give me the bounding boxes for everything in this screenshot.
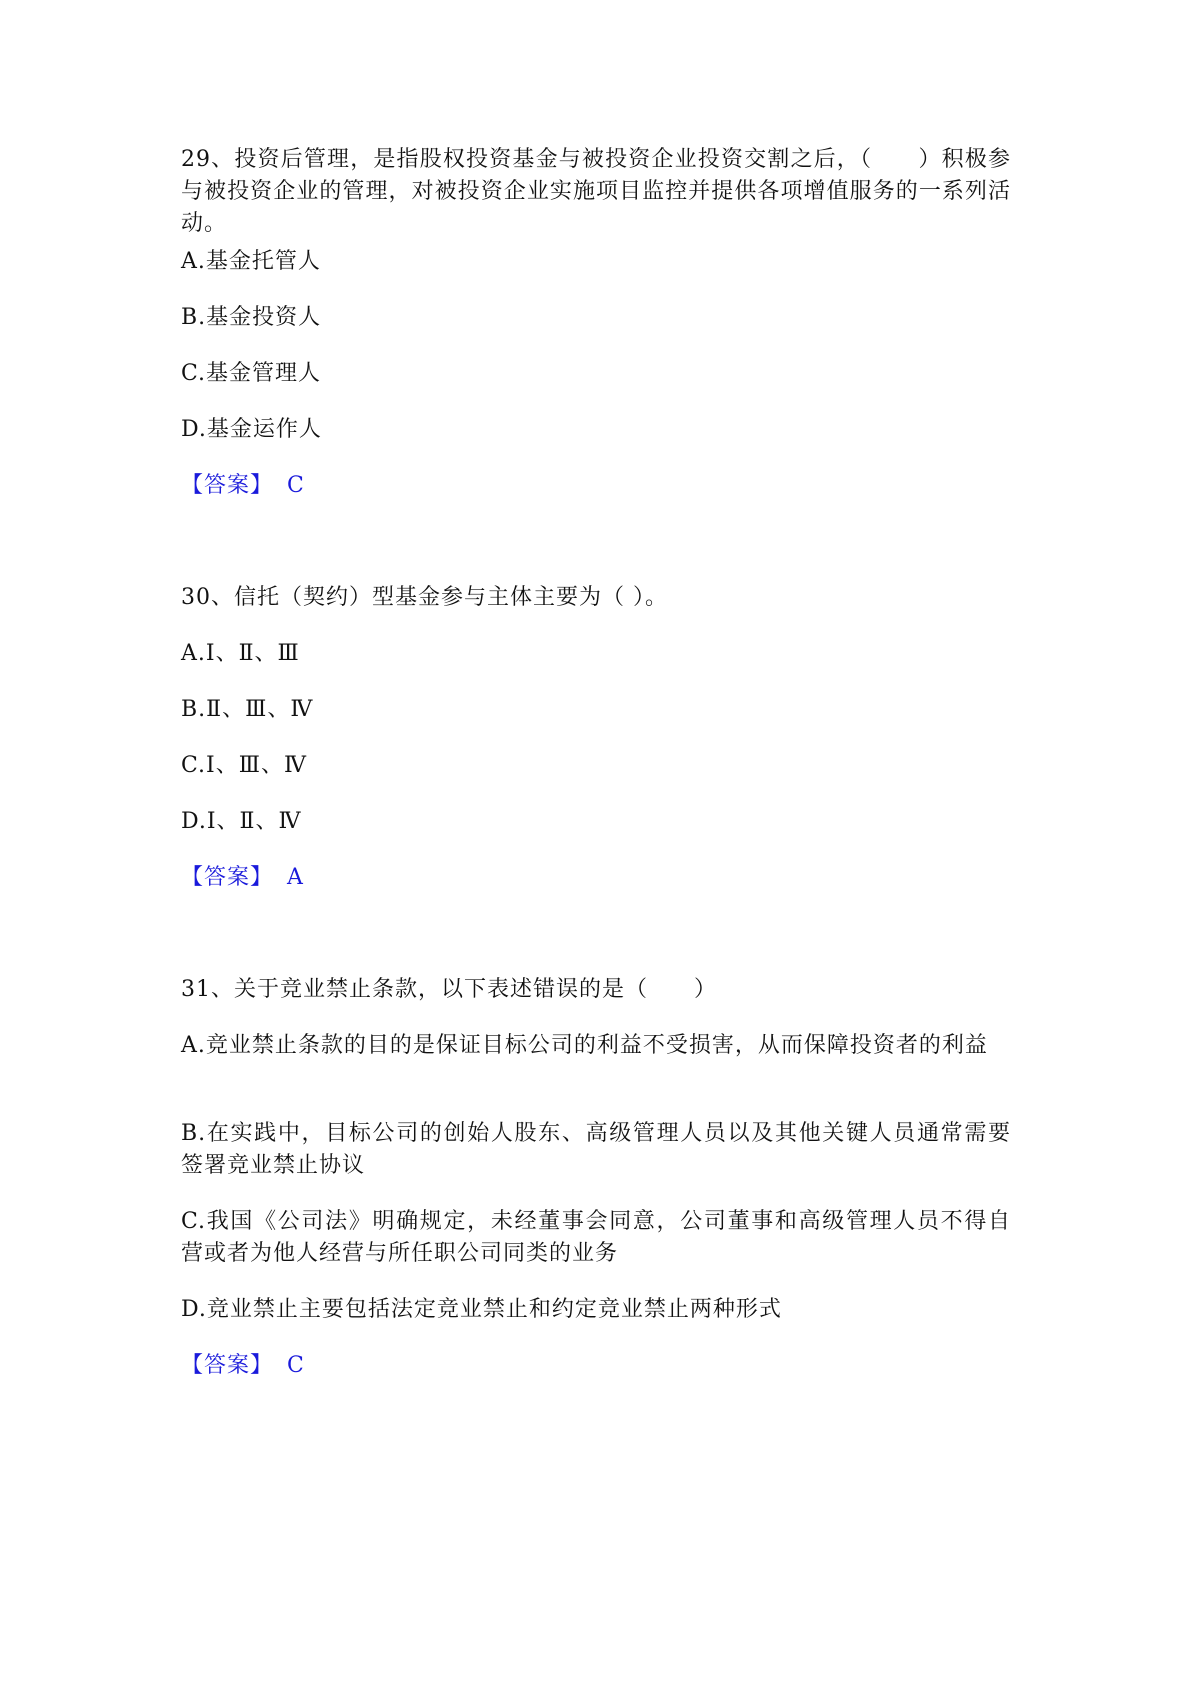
question-29-option-b: B.基金投资人 [181, 305, 322, 330]
question-30-option-c: C.Ⅰ、Ⅲ、Ⅳ [181, 753, 307, 778]
question-30-option-d: D.Ⅰ、Ⅱ、Ⅳ [181, 809, 302, 834]
answer-label: 【答案】 [181, 865, 274, 890]
question-29-option-d: D.基金运作人 [181, 417, 322, 442]
question-31-option-b: B.在实践中，目标公司的创始人股东、高级管理人员以及其他关键人员通常需要签署竞业禁止协议 [181, 1121, 1011, 1178]
question-29-stem: 29、投资后管理，是指股权投资基金与被投资企业投资交割之后，（ ）积极参与被投资企业的管理，对被投资企业实施项目监控并提供各项增值服务的一系列活动。 [181, 147, 1011, 236]
question-31-stem: 31、关于竞业禁止条款，以下表述错误的是（ ） [181, 977, 717, 1002]
answer-label: 【答案】 [181, 473, 274, 498]
question-29-option-c: C.基金管理人 [181, 361, 322, 386]
question-29-answer [181, 470, 305, 502]
question-31-option-d: D.竞业禁止主要包括法定竞业禁止和约定竞业禁止两种形式 [181, 1297, 782, 1322]
question-31-answer [181, 1350, 305, 1382]
answer-value: A [287, 865, 304, 890]
answer-value: C [287, 1353, 305, 1378]
question-30-option-a: A.Ⅰ、Ⅱ、Ⅲ [181, 641, 300, 666]
question-30-option-b: B.Ⅱ、Ⅲ、Ⅳ [181, 697, 314, 722]
question-30-answer [181, 862, 304, 894]
question-29-option-a: A.基金托管人 [181, 249, 321, 274]
question-30-stem: 30、信托（契约）型基金参与主体主要为（ ）。 [181, 585, 668, 610]
answer-value: C [287, 473, 305, 498]
question-31-option-a: A.竞业禁止条款的目的是保证目标公司的利益不受损害，从而保障投资者的利益 [181, 1033, 988, 1058]
answer-label: 【答案】 [181, 1353, 274, 1378]
question-31-option-c: C.我国《公司法》明确规定，未经董事会同意，公司董事和高级管理人员不得自营或者为他人经营与所任职公司同类的业务 [181, 1209, 1011, 1266]
